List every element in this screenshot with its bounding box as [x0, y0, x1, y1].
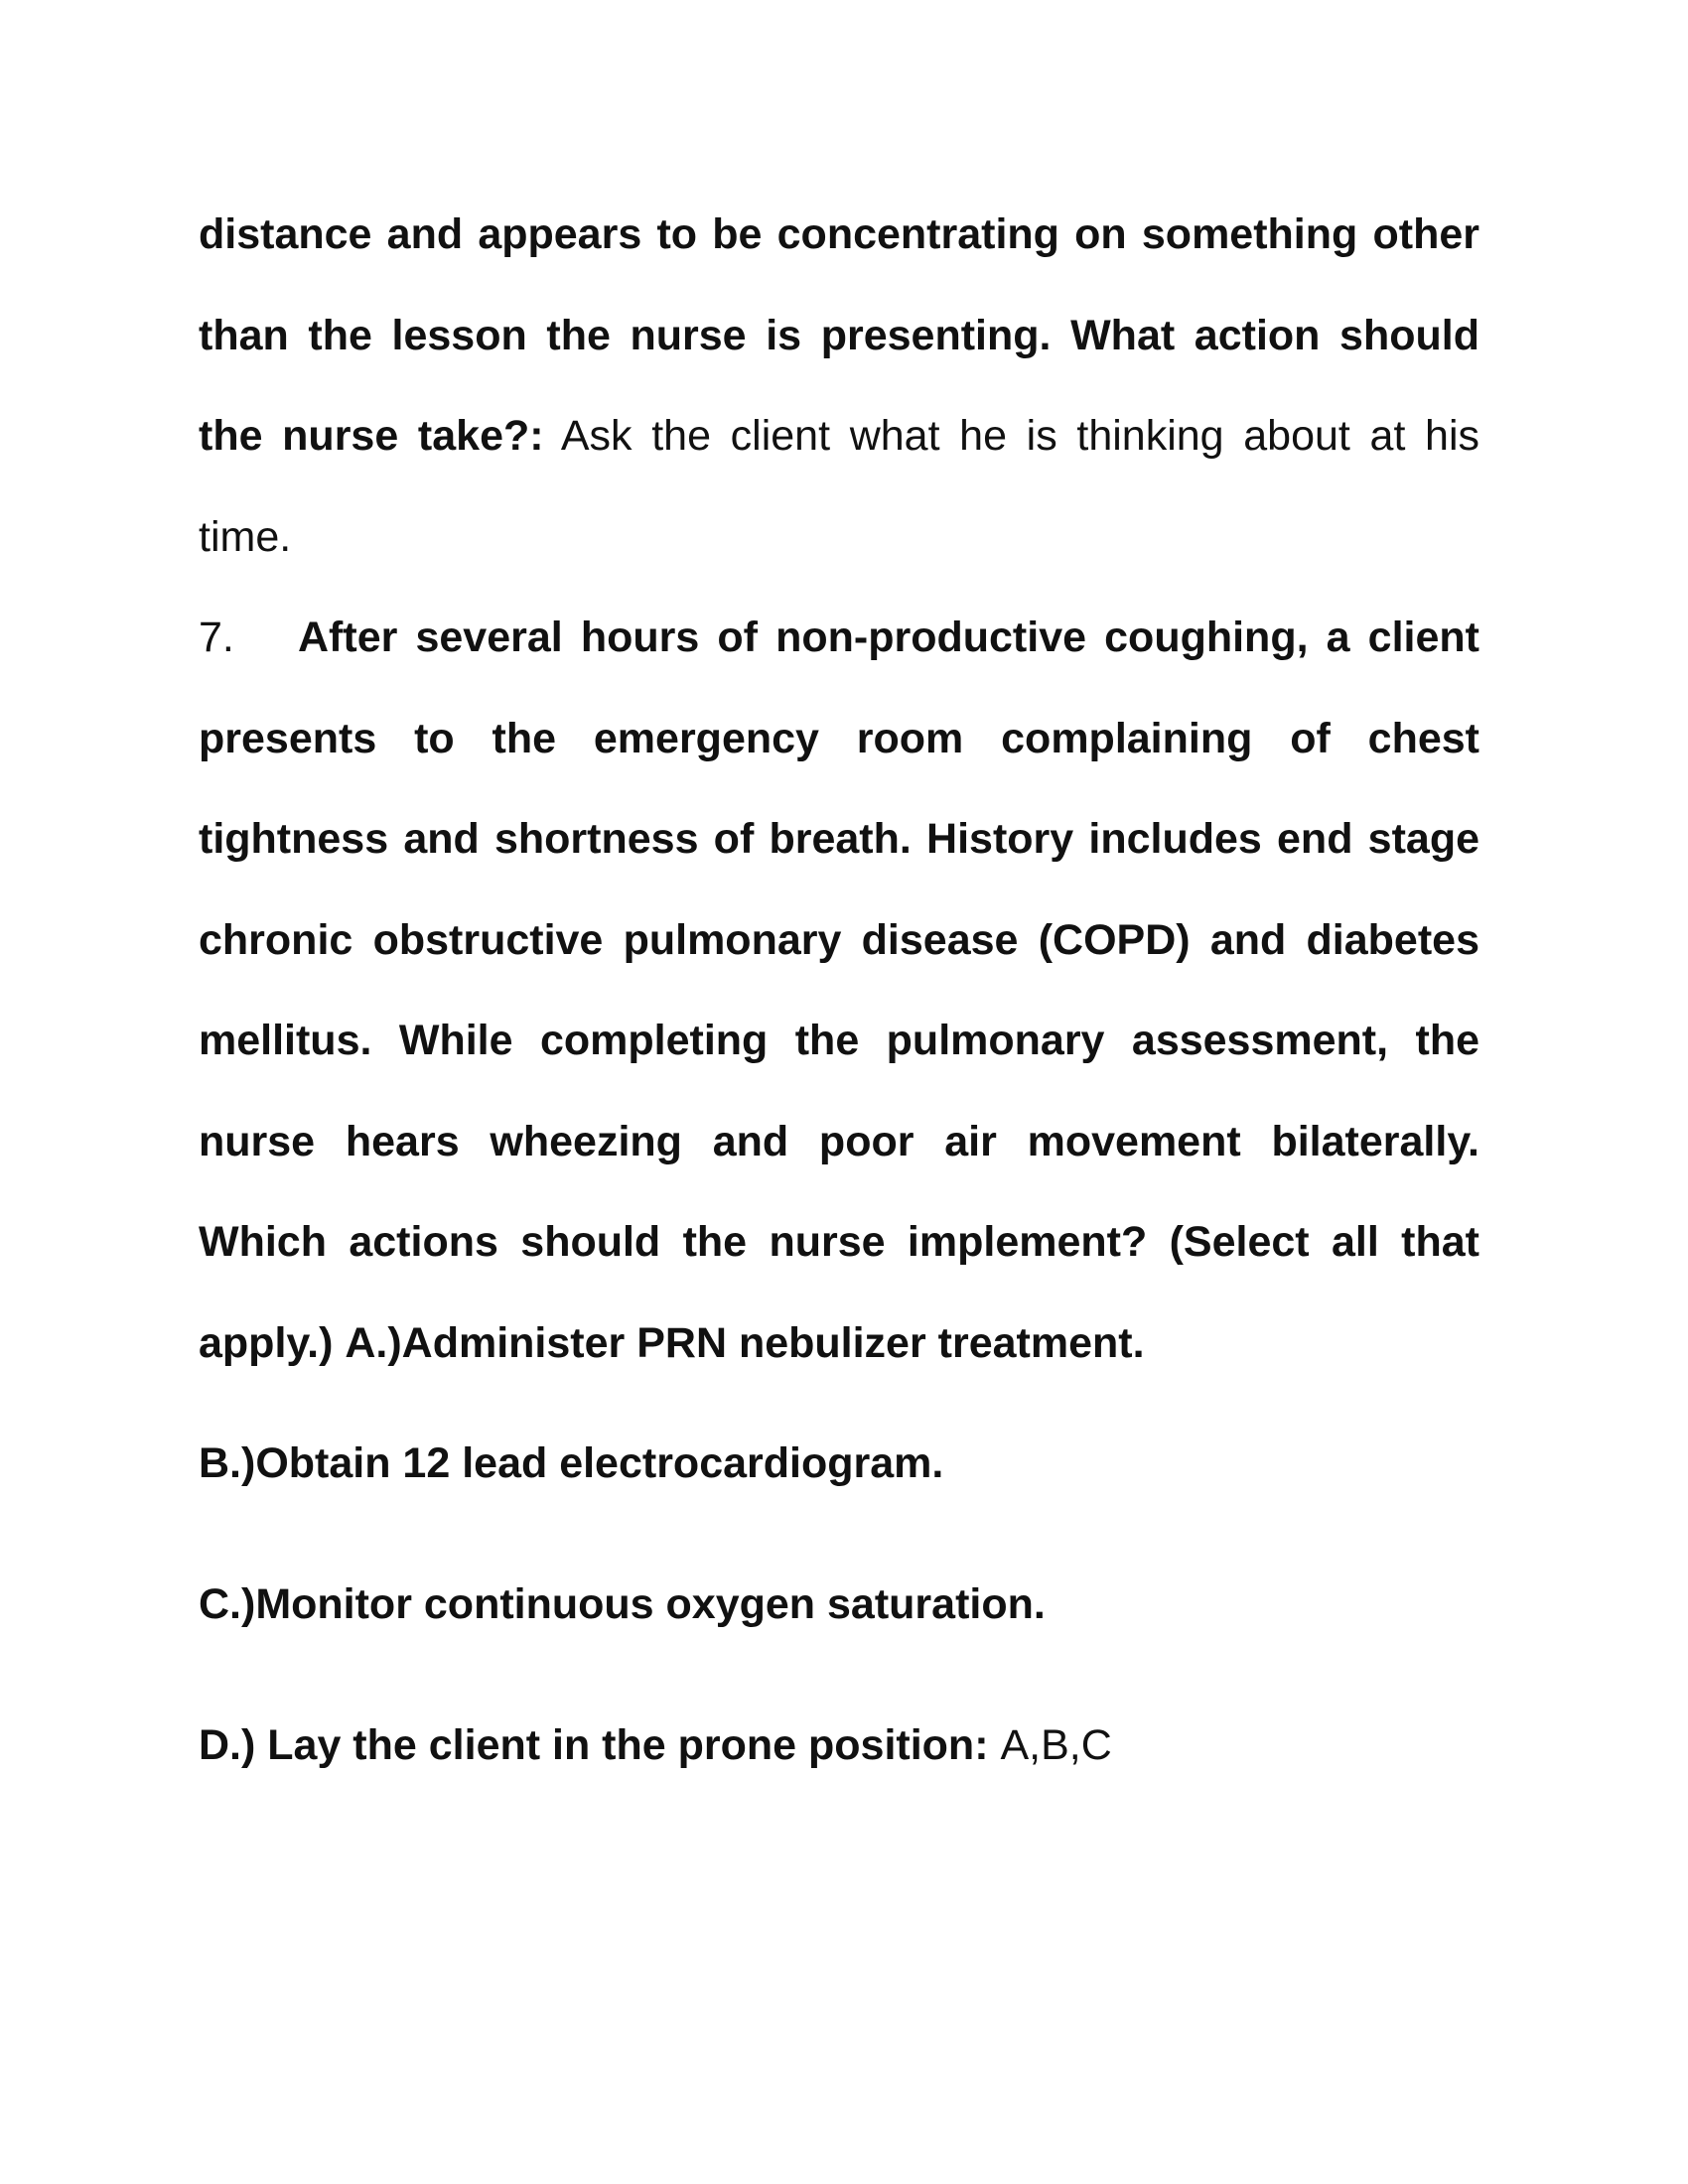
question-7-number: 7. — [199, 614, 234, 661]
option-b: B.)Obtain 12 lead electrocardiogram. — [199, 1439, 944, 1487]
question-6-answer: Ask the client what he is thinking about at his time. — [199, 412, 1480, 561]
question-6-text: distance and appears to be concentrating on something other than the lesson the nurse is presenting. What action should the nurse take?: — [199, 210, 1479, 460]
question-7-text: After several hours of non-productive coughing, a client presents to the emergency room complaining of chest tightness and shortness of breath. History includes end stage chronic obstructive pulmonary disease (COPD) and diabetes mellitus. While completing the pulmonary assessment, the nurse hears wheezing and poor air movement bilaterally. Which actions should the nurse implement? (Select all that apply.) — [199, 614, 1479, 1367]
question-7-block — [199, 588, 1479, 1394]
document-page — [199, 185, 1479, 1775]
question-6-block — [199, 185, 1479, 588]
option-a: A.)Administer PRN nebulizer treatment. — [345, 1318, 1145, 1367]
question-7-answer: A,B,C — [1000, 1721, 1112, 1769]
option-d-line — [199, 1715, 1479, 1775]
option-d: D.) Lay the client in the prone position: — [199, 1721, 989, 1769]
option-c: C.)Monitor continuous oxygen saturation. — [199, 1580, 1046, 1628]
